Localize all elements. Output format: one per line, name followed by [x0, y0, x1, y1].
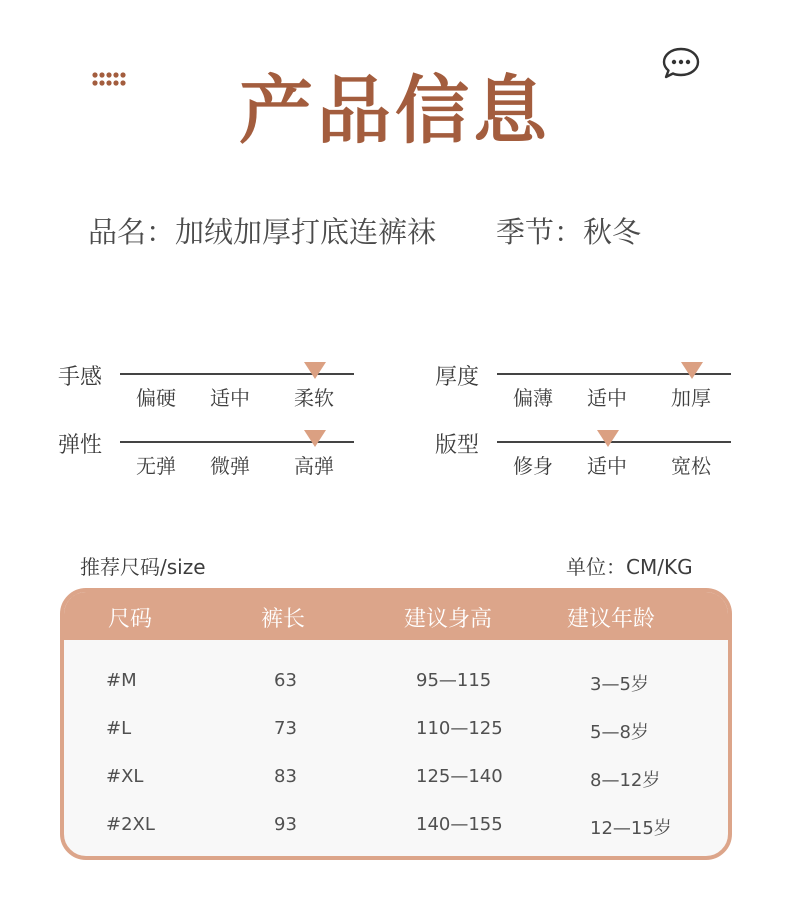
metric-marker	[304, 430, 326, 447]
table-cell: 125—140	[416, 766, 503, 787]
table-row	[64, 814, 728, 844]
metric-marker	[304, 362, 326, 379]
size-section-title: 推荐尺码/size	[80, 555, 206, 579]
table-row	[64, 766, 728, 796]
table-row	[64, 718, 728, 748]
metric-option: 适中	[210, 386, 250, 410]
header-length: 裤长	[261, 607, 306, 632]
metric-option: 修身	[513, 454, 553, 478]
metric-option: 适中	[587, 454, 627, 478]
product-name: 品名：加绒加厚打底连裤袜	[88, 215, 437, 249]
size-table	[60, 588, 732, 860]
metric-scale	[58, 360, 358, 420]
table-cell: 140—155	[416, 814, 503, 835]
metric-scale	[58, 428, 358, 488]
product-season: 季节：秋冬	[496, 215, 642, 249]
table-cell: #L	[106, 718, 132, 739]
header-size: 尺码	[108, 607, 153, 632]
metric-option: 无弹	[136, 454, 176, 478]
table-cell: #2XL	[106, 814, 155, 835]
metric-option: 偏薄	[513, 386, 553, 410]
header-height: 建议身高	[404, 607, 493, 632]
table-cell: 83	[274, 766, 297, 787]
table-cell: 3—5岁	[590, 674, 649, 695]
metric-option: 微弹	[210, 454, 250, 478]
table-row	[64, 670, 728, 700]
page-title: 产品信息	[239, 68, 551, 154]
metric-option: 宽松	[671, 454, 711, 478]
metric-scale	[435, 360, 735, 420]
table-cell: 12—15岁	[590, 818, 672, 839]
header-age: 建议年龄	[567, 607, 656, 632]
metric-scale	[435, 428, 735, 488]
metric-option: 加厚	[671, 386, 711, 410]
metric-label: 厚度	[435, 365, 480, 390]
table-cell: #XL	[106, 766, 144, 787]
metric-marker	[597, 430, 619, 447]
table-cell: 73	[274, 718, 297, 739]
table-cell: 93	[274, 814, 297, 835]
metric-option: 适中	[587, 386, 627, 410]
table-cell: 95—115	[416, 670, 492, 691]
table-cell: 63	[274, 670, 297, 691]
table-cell: 110—125	[416, 718, 503, 739]
table-cell: #M	[106, 670, 137, 691]
metric-option: 柔软	[294, 386, 334, 410]
metric-label: 版型	[435, 433, 480, 458]
metric-option: 偏硬	[136, 386, 176, 410]
table-cell: 5—8岁	[590, 722, 649, 743]
metric-option: 高弹	[294, 454, 334, 478]
metric-marker	[681, 362, 703, 379]
table-cell: 8—12岁	[590, 770, 661, 791]
metric-label: 手感	[58, 365, 103, 390]
unit-label: 单位：CM/KG	[566, 555, 693, 579]
table-header	[64, 592, 728, 640]
metric-label: 弹性	[58, 433, 103, 458]
